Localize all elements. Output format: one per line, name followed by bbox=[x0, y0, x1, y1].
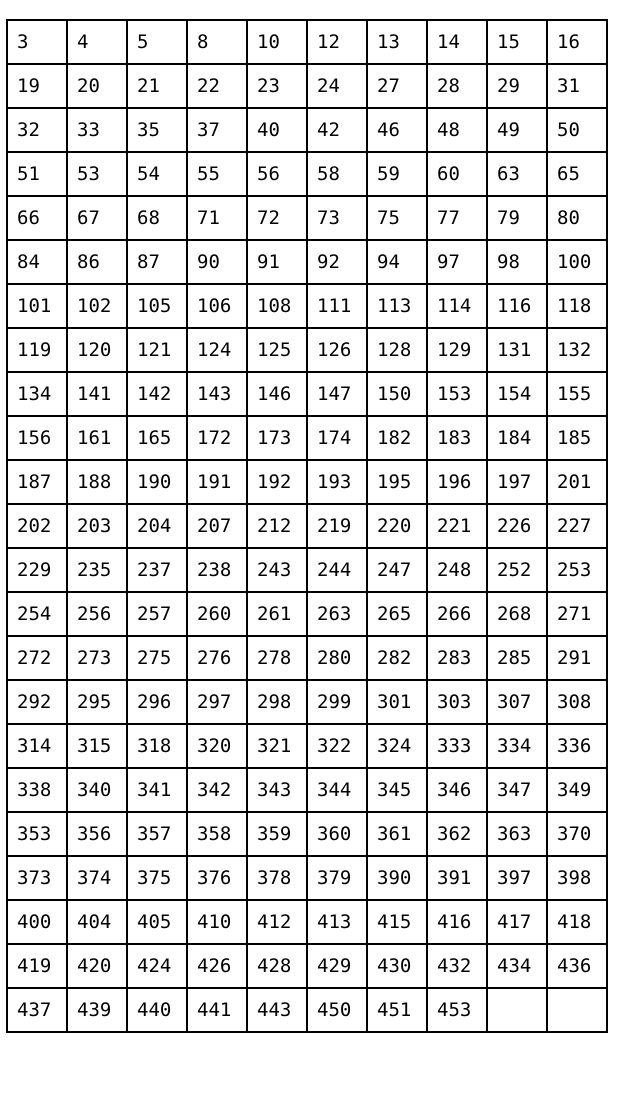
table-cell: 275 bbox=[127, 636, 187, 680]
table-cell: 60 bbox=[427, 152, 487, 196]
table-cell: 207 bbox=[187, 504, 247, 548]
table-cell: 315 bbox=[67, 724, 127, 768]
table-cell: 22 bbox=[187, 64, 247, 108]
table-cell: 424 bbox=[127, 944, 187, 988]
table-cell: 247 bbox=[367, 548, 427, 592]
table-cell: 113 bbox=[367, 284, 427, 328]
table-cell: 320 bbox=[187, 724, 247, 768]
table-cell: 338 bbox=[7, 768, 67, 812]
table-cell: 360 bbox=[307, 812, 367, 856]
table-cell: 94 bbox=[367, 240, 427, 284]
table-cell: 260 bbox=[187, 592, 247, 636]
table-row bbox=[7, 20, 607, 64]
table-cell: 301 bbox=[367, 680, 427, 724]
table-cell: 161 bbox=[67, 416, 127, 460]
table-cell: 426 bbox=[187, 944, 247, 988]
table-cell: 346 bbox=[427, 768, 487, 812]
table-cell: 390 bbox=[367, 856, 427, 900]
table-cell: 453 bbox=[427, 988, 487, 1032]
table-cell: 197 bbox=[487, 460, 547, 504]
table-cell: 20 bbox=[67, 64, 127, 108]
table-cell: 116 bbox=[487, 284, 547, 328]
table-cell: 268 bbox=[487, 592, 547, 636]
table-cell: 111 bbox=[307, 284, 367, 328]
table-cell: 29 bbox=[487, 64, 547, 108]
table-cell: 276 bbox=[187, 636, 247, 680]
table-cell: 362 bbox=[427, 812, 487, 856]
table-cell: 229 bbox=[7, 548, 67, 592]
table-cell: 256 bbox=[67, 592, 127, 636]
table-cell: 35 bbox=[127, 108, 187, 152]
table-cell: 417 bbox=[487, 900, 547, 944]
table-cell: 188 bbox=[67, 460, 127, 504]
table-cell: 252 bbox=[487, 548, 547, 592]
table-cell: 374 bbox=[67, 856, 127, 900]
table-cell: 238 bbox=[187, 548, 247, 592]
table-cell: 353 bbox=[7, 812, 67, 856]
table-cell: 91 bbox=[247, 240, 307, 284]
table-cell: 429 bbox=[307, 944, 367, 988]
table-cell: 263 bbox=[307, 592, 367, 636]
table-cell: 155 bbox=[547, 372, 607, 416]
table-cell: 97 bbox=[427, 240, 487, 284]
table-cell: 183 bbox=[427, 416, 487, 460]
table-cell: 410 bbox=[187, 900, 247, 944]
table-cell: 280 bbox=[307, 636, 367, 680]
table-cell: 187 bbox=[7, 460, 67, 504]
table-cell: 172 bbox=[187, 416, 247, 460]
table-cell: 119 bbox=[7, 328, 67, 372]
table-row bbox=[7, 460, 607, 504]
table-cell: 58 bbox=[307, 152, 367, 196]
table-cell: 434 bbox=[487, 944, 547, 988]
table-cell: 5 bbox=[127, 20, 187, 64]
table-cell: 27 bbox=[367, 64, 427, 108]
table-cell: 108 bbox=[247, 284, 307, 328]
table-cell: 195 bbox=[367, 460, 427, 504]
table-cell: 343 bbox=[247, 768, 307, 812]
table-cell: 398 bbox=[547, 856, 607, 900]
table-cell: 248 bbox=[427, 548, 487, 592]
table-cell: 440 bbox=[127, 988, 187, 1032]
table-cell: 436 bbox=[547, 944, 607, 988]
table-cell: 33 bbox=[67, 108, 127, 152]
table-cell: 147 bbox=[307, 372, 367, 416]
table-cell: 105 bbox=[127, 284, 187, 328]
table-cell: 333 bbox=[427, 724, 487, 768]
table-row bbox=[7, 240, 607, 284]
table-cell: 184 bbox=[487, 416, 547, 460]
table-cell: 204 bbox=[127, 504, 187, 548]
table-cell: 192 bbox=[247, 460, 307, 504]
table-cell: 266 bbox=[427, 592, 487, 636]
table-cell: 196 bbox=[427, 460, 487, 504]
table-cell: 375 bbox=[127, 856, 187, 900]
table-cell: 342 bbox=[187, 768, 247, 812]
table-cell: 129 bbox=[427, 328, 487, 372]
table-row bbox=[7, 988, 607, 1032]
table-cell: 156 bbox=[7, 416, 67, 460]
table-cell: 48 bbox=[427, 108, 487, 152]
table-cell: 12 bbox=[307, 20, 367, 64]
table-cell: 106 bbox=[187, 284, 247, 328]
table-cell: 243 bbox=[247, 548, 307, 592]
table-row bbox=[7, 416, 607, 460]
table-cell: 102 bbox=[67, 284, 127, 328]
table-cell: 65 bbox=[547, 152, 607, 196]
table-cell: 134 bbox=[7, 372, 67, 416]
table-cell: 303 bbox=[427, 680, 487, 724]
table-cell: 400 bbox=[7, 900, 67, 944]
table-cell: 220 bbox=[367, 504, 427, 548]
table-cell: 273 bbox=[67, 636, 127, 680]
table-cell: 191 bbox=[187, 460, 247, 504]
table-cell: 298 bbox=[247, 680, 307, 724]
table-cell: 77 bbox=[427, 196, 487, 240]
table-cell: 128 bbox=[367, 328, 427, 372]
table-cell: 378 bbox=[247, 856, 307, 900]
table-cell: 126 bbox=[307, 328, 367, 372]
table-cell bbox=[487, 988, 547, 1032]
table-cell: 271 bbox=[547, 592, 607, 636]
table-row bbox=[7, 812, 607, 856]
table-cell: 283 bbox=[427, 636, 487, 680]
table-cell: 285 bbox=[487, 636, 547, 680]
table-cell: 190 bbox=[127, 460, 187, 504]
table-cell: 341 bbox=[127, 768, 187, 812]
table-cell: 336 bbox=[547, 724, 607, 768]
table-cell: 15 bbox=[487, 20, 547, 64]
table-row bbox=[7, 856, 607, 900]
table-cell: 202 bbox=[7, 504, 67, 548]
table-cell: 235 bbox=[67, 548, 127, 592]
table-row bbox=[7, 328, 607, 372]
table-cell: 443 bbox=[247, 988, 307, 1032]
table-row bbox=[7, 548, 607, 592]
table-cell: 201 bbox=[547, 460, 607, 504]
table-cell: 121 bbox=[127, 328, 187, 372]
table-cell: 118 bbox=[547, 284, 607, 328]
table-cell: 13 bbox=[367, 20, 427, 64]
table-cell: 340 bbox=[67, 768, 127, 812]
table-cell: 450 bbox=[307, 988, 367, 1032]
table-cell: 415 bbox=[367, 900, 427, 944]
table-cell: 265 bbox=[367, 592, 427, 636]
table-cell: 412 bbox=[247, 900, 307, 944]
table-cell: 370 bbox=[547, 812, 607, 856]
table-cell: 324 bbox=[367, 724, 427, 768]
table-row bbox=[7, 196, 607, 240]
table-cell: 31 bbox=[547, 64, 607, 108]
table-cell: 73 bbox=[307, 196, 367, 240]
table-cell: 51 bbox=[7, 152, 67, 196]
number-table-body bbox=[7, 20, 607, 1032]
table-row bbox=[7, 680, 607, 724]
table-row bbox=[7, 900, 607, 944]
table-cell: 16 bbox=[547, 20, 607, 64]
table-cell: 419 bbox=[7, 944, 67, 988]
table-cell: 308 bbox=[547, 680, 607, 724]
table-cell: 80 bbox=[547, 196, 607, 240]
table-cell: 349 bbox=[547, 768, 607, 812]
table-row bbox=[7, 636, 607, 680]
table-cell: 55 bbox=[187, 152, 247, 196]
table-row bbox=[7, 64, 607, 108]
table-cell: 418 bbox=[547, 900, 607, 944]
table-cell: 439 bbox=[67, 988, 127, 1032]
table-cell: 131 bbox=[487, 328, 547, 372]
table-cell: 185 bbox=[547, 416, 607, 460]
table-cell: 40 bbox=[247, 108, 307, 152]
table-cell: 66 bbox=[7, 196, 67, 240]
table-cell: 314 bbox=[7, 724, 67, 768]
table-cell: 10 bbox=[247, 20, 307, 64]
table-cell: 75 bbox=[367, 196, 427, 240]
table-cell: 124 bbox=[187, 328, 247, 372]
table-cell: 363 bbox=[487, 812, 547, 856]
table-cell: 420 bbox=[67, 944, 127, 988]
table-row bbox=[7, 284, 607, 328]
table-cell: 143 bbox=[187, 372, 247, 416]
table-cell: 23 bbox=[247, 64, 307, 108]
table-cell: 92 bbox=[307, 240, 367, 284]
number-table bbox=[6, 19, 608, 1033]
table-cell: 59 bbox=[367, 152, 427, 196]
table-cell: 19 bbox=[7, 64, 67, 108]
table-cell: 416 bbox=[427, 900, 487, 944]
table-cell: 68 bbox=[127, 196, 187, 240]
table-cell: 318 bbox=[127, 724, 187, 768]
table-row bbox=[7, 944, 607, 988]
table-cell: 50 bbox=[547, 108, 607, 152]
table-cell: 32 bbox=[7, 108, 67, 152]
table-cell: 244 bbox=[307, 548, 367, 592]
table-row bbox=[7, 768, 607, 812]
table-cell: 413 bbox=[307, 900, 367, 944]
table-cell: 376 bbox=[187, 856, 247, 900]
table-cell: 71 bbox=[187, 196, 247, 240]
table-cell: 141 bbox=[67, 372, 127, 416]
table-cell: 397 bbox=[487, 856, 547, 900]
table-cell: 278 bbox=[247, 636, 307, 680]
table-cell: 146 bbox=[247, 372, 307, 416]
table-cell: 356 bbox=[67, 812, 127, 856]
table-cell: 334 bbox=[487, 724, 547, 768]
table-cell: 253 bbox=[547, 548, 607, 592]
table-cell: 120 bbox=[67, 328, 127, 372]
table-cell: 344 bbox=[307, 768, 367, 812]
table-cell: 347 bbox=[487, 768, 547, 812]
table-row bbox=[7, 592, 607, 636]
table-cell: 3 bbox=[7, 20, 67, 64]
table-cell: 49 bbox=[487, 108, 547, 152]
table-row bbox=[7, 504, 607, 548]
table-cell: 441 bbox=[187, 988, 247, 1032]
table-cell: 173 bbox=[247, 416, 307, 460]
table-row bbox=[7, 108, 607, 152]
table-cell: 84 bbox=[7, 240, 67, 284]
table-cell: 153 bbox=[427, 372, 487, 416]
table-cell: 296 bbox=[127, 680, 187, 724]
table-cell: 87 bbox=[127, 240, 187, 284]
table-cell: 257 bbox=[127, 592, 187, 636]
table-cell: 219 bbox=[307, 504, 367, 548]
table-cell: 212 bbox=[247, 504, 307, 548]
table-cell: 358 bbox=[187, 812, 247, 856]
table-row bbox=[7, 152, 607, 196]
table-cell: 361 bbox=[367, 812, 427, 856]
table-cell: 79 bbox=[487, 196, 547, 240]
table-cell: 21 bbox=[127, 64, 187, 108]
table-cell: 54 bbox=[127, 152, 187, 196]
table-cell bbox=[547, 988, 607, 1032]
table-cell: 451 bbox=[367, 988, 427, 1032]
table-cell: 227 bbox=[547, 504, 607, 548]
table-cell: 282 bbox=[367, 636, 427, 680]
table-cell: 42 bbox=[307, 108, 367, 152]
table-cell: 203 bbox=[67, 504, 127, 548]
table-cell: 391 bbox=[427, 856, 487, 900]
table-cell: 8 bbox=[187, 20, 247, 64]
table-cell: 101 bbox=[7, 284, 67, 328]
table-cell: 307 bbox=[487, 680, 547, 724]
table-cell: 221 bbox=[427, 504, 487, 548]
table-row bbox=[7, 724, 607, 768]
table-cell: 261 bbox=[247, 592, 307, 636]
table-cell: 98 bbox=[487, 240, 547, 284]
table-cell: 272 bbox=[7, 636, 67, 680]
table-cell: 428 bbox=[247, 944, 307, 988]
table-cell: 182 bbox=[367, 416, 427, 460]
table-cell: 114 bbox=[427, 284, 487, 328]
table-cell: 46 bbox=[367, 108, 427, 152]
table-row bbox=[7, 372, 607, 416]
table-cell: 226 bbox=[487, 504, 547, 548]
table-cell: 359 bbox=[247, 812, 307, 856]
table-cell: 373 bbox=[7, 856, 67, 900]
table-cell: 90 bbox=[187, 240, 247, 284]
table-cell: 56 bbox=[247, 152, 307, 196]
table-cell: 379 bbox=[307, 856, 367, 900]
table-cell: 14 bbox=[427, 20, 487, 64]
table-cell: 165 bbox=[127, 416, 187, 460]
table-cell: 193 bbox=[307, 460, 367, 504]
table-cell: 100 bbox=[547, 240, 607, 284]
table-cell: 297 bbox=[187, 680, 247, 724]
table-cell: 299 bbox=[307, 680, 367, 724]
table-cell: 430 bbox=[367, 944, 427, 988]
table-cell: 154 bbox=[487, 372, 547, 416]
table-cell: 150 bbox=[367, 372, 427, 416]
table-cell: 404 bbox=[67, 900, 127, 944]
table-cell: 37 bbox=[187, 108, 247, 152]
table-cell: 72 bbox=[247, 196, 307, 240]
table-cell: 291 bbox=[547, 636, 607, 680]
table-cell: 63 bbox=[487, 152, 547, 196]
table-cell: 295 bbox=[67, 680, 127, 724]
table-cell: 254 bbox=[7, 592, 67, 636]
table-cell: 125 bbox=[247, 328, 307, 372]
table-cell: 67 bbox=[67, 196, 127, 240]
table-cell: 4 bbox=[67, 20, 127, 64]
table-cell: 345 bbox=[367, 768, 427, 812]
table-cell: 24 bbox=[307, 64, 367, 108]
table-cell: 53 bbox=[67, 152, 127, 196]
table-cell: 357 bbox=[127, 812, 187, 856]
table-cell: 132 bbox=[547, 328, 607, 372]
table-cell: 322 bbox=[307, 724, 367, 768]
table-cell: 292 bbox=[7, 680, 67, 724]
table-cell: 437 bbox=[7, 988, 67, 1032]
table-cell: 405 bbox=[127, 900, 187, 944]
table-cell: 142 bbox=[127, 372, 187, 416]
table-cell: 28 bbox=[427, 64, 487, 108]
table-cell: 321 bbox=[247, 724, 307, 768]
table-cell: 86 bbox=[67, 240, 127, 284]
table-cell: 432 bbox=[427, 944, 487, 988]
table-cell: 174 bbox=[307, 416, 367, 460]
table-cell: 237 bbox=[127, 548, 187, 592]
